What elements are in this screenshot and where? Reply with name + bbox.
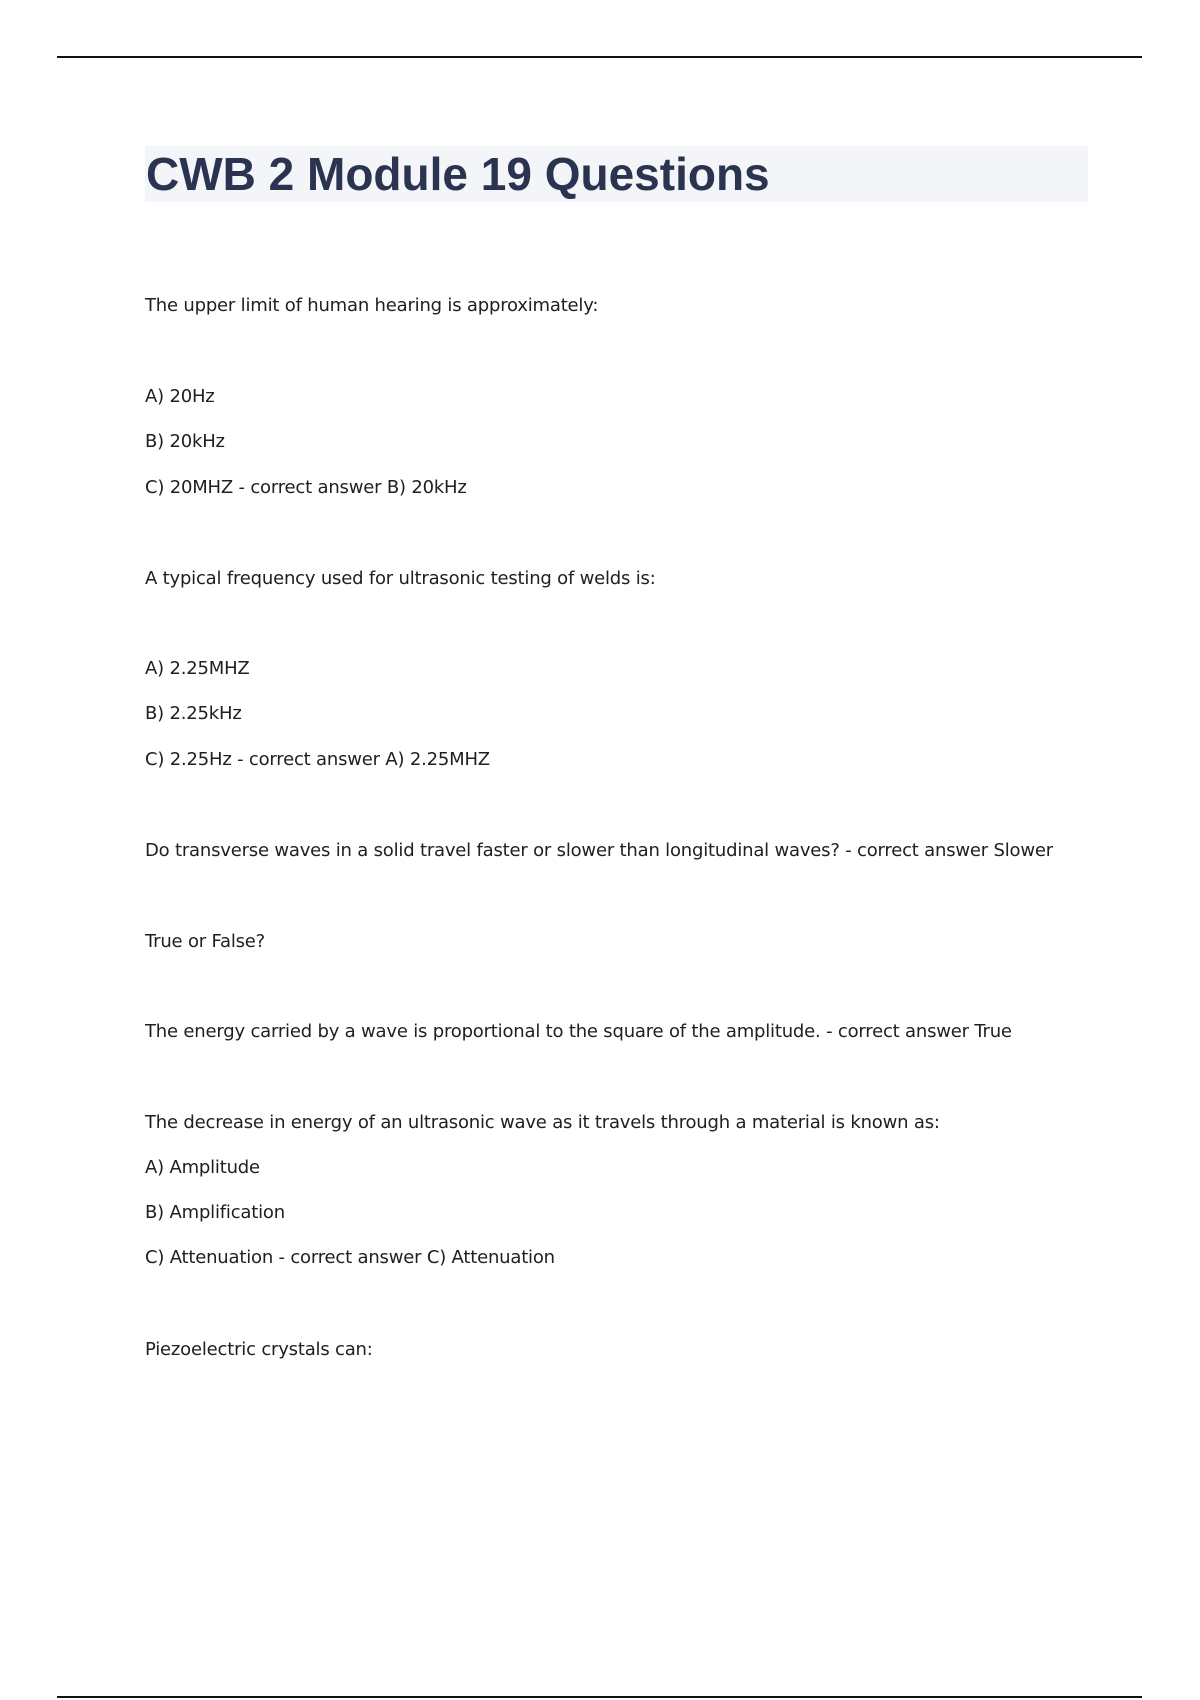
answer-option-with-key: C) Attenuation - correct answer C) Attenuation (145, 1247, 555, 1268)
question-text: The energy carried by a wave is proportional to the square of the amplitude. - correct answer True (145, 1021, 1012, 1042)
question-text: True or False? (145, 931, 266, 952)
answer-option-with-key: C) 2.25Hz - correct answer A) 2.25MHZ (145, 749, 490, 770)
question-text: The decrease in energy of an ultrasonic wave as it travels through a material is known as: (145, 1112, 940, 1133)
top-divider (57, 56, 1142, 58)
page-title: CWB 2 Module 19 Questions (146, 148, 770, 200)
answer-option: B) 20kHz (145, 431, 225, 452)
question-text: Piezoelectric crystals can: (145, 1339, 373, 1360)
answer-option: B) Amplification (145, 1202, 285, 1223)
answer-option: B) 2.25kHz (145, 703, 242, 724)
question-text: Do transverse waves in a solid travel faster or slower than longitudinal waves? - correct answer Slower (145, 840, 1053, 861)
question-text: The upper limit of human hearing is approximately: (145, 295, 599, 316)
bottom-divider (57, 1696, 1142, 1698)
question-text: A typical frequency used for ultrasonic testing of welds is: (145, 568, 656, 589)
answer-option: A) 20Hz (145, 386, 215, 407)
answer-option: A) Amplitude (145, 1157, 260, 1178)
answer-option: A) 2.25MHZ (145, 658, 250, 679)
answer-option-with-key: C) 20MHZ - correct answer B) 20kHz (145, 477, 467, 498)
